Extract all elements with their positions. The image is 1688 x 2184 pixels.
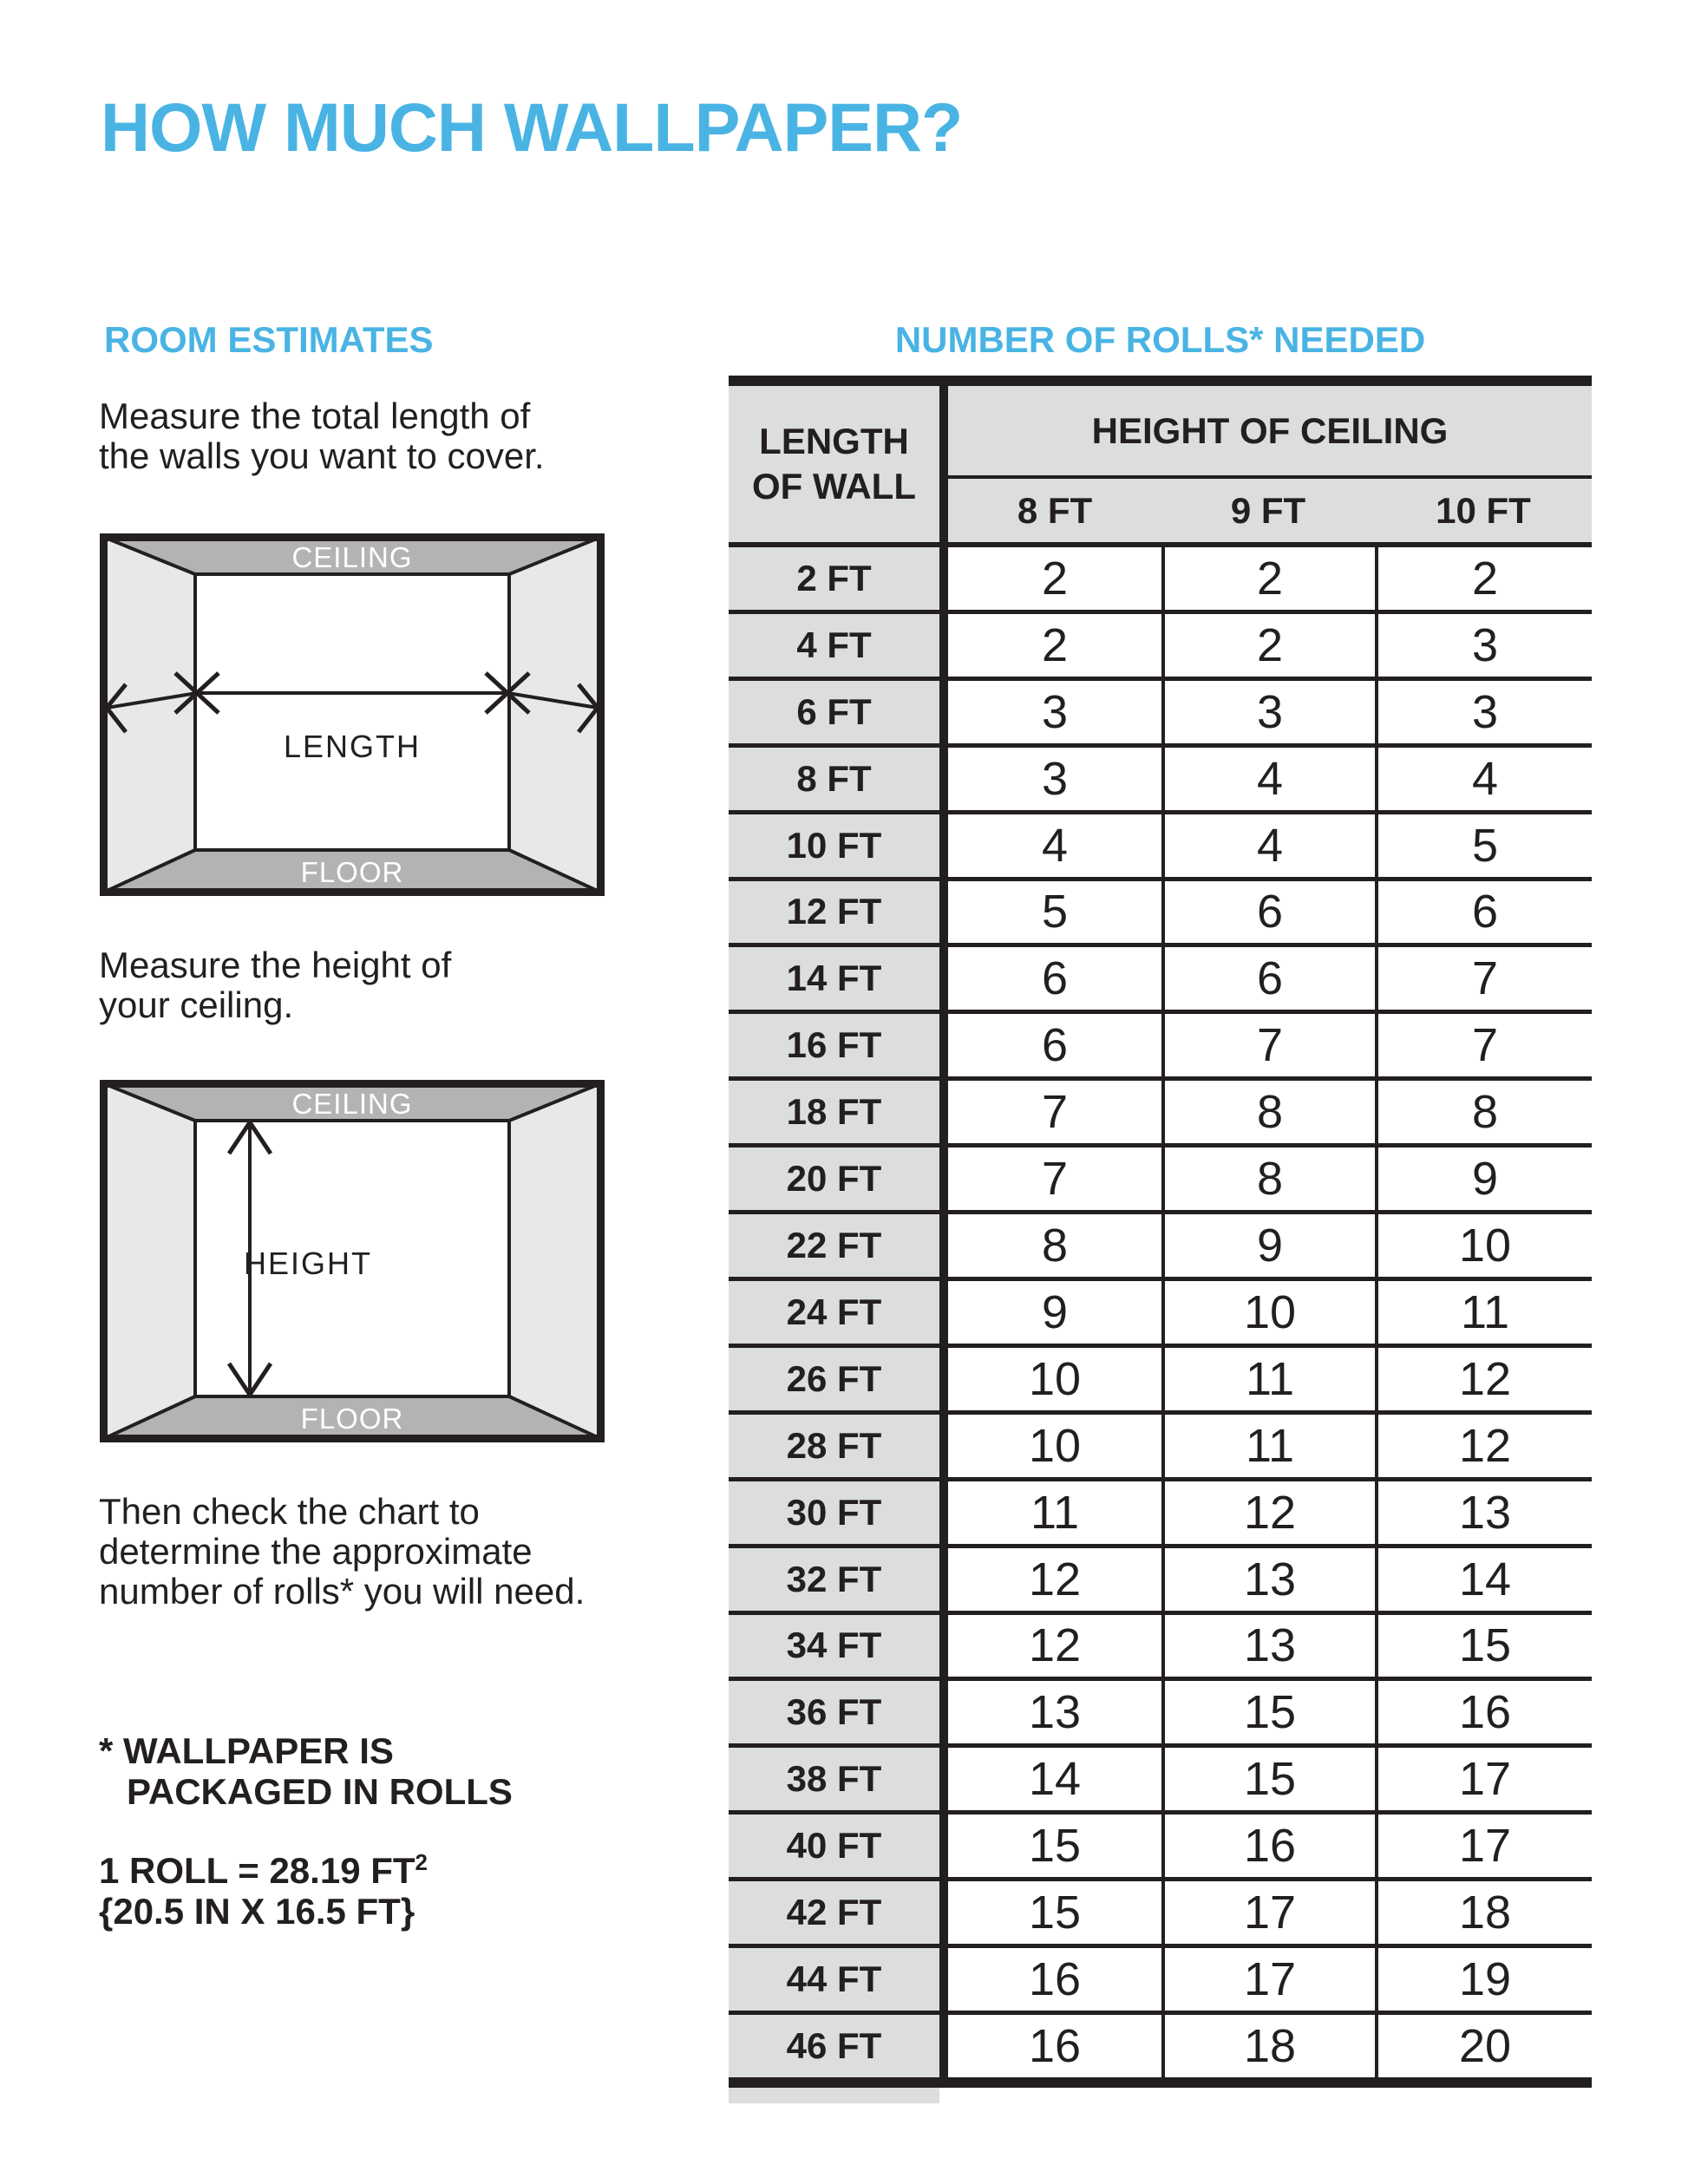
cell-9ft: 9 <box>1256 1220 1284 1272</box>
row-divider <box>939 1815 948 1877</box>
cell-10ft: 11 <box>1460 1285 1510 1338</box>
cell-10ft: 12 <box>1458 1419 1512 1472</box>
row-label: 32 FT <box>729 1548 939 1611</box>
cell-9ft: 11 <box>1245 1352 1295 1405</box>
row-divider <box>939 1948 948 2011</box>
instruction-length-line2: the walls you want to cover. <box>99 435 545 476</box>
right-wall-face <box>509 537 601 893</box>
cell-9ft: 17 <box>1243 1886 1297 1939</box>
cell-8ft: 5 <box>1041 886 1069 938</box>
cell-9ft: 3 <box>1256 685 1284 738</box>
cell-10ft: 18 <box>1458 1886 1512 1939</box>
ceiling-height-columns <box>948 479 1592 542</box>
row-label: 22 FT <box>729 1214 939 1277</box>
cell-10ft: 15 <box>1458 1619 1512 1672</box>
cell-9ft: 2 <box>1256 552 1284 605</box>
row-label: 4 FT <box>729 614 939 677</box>
cell-8ft: 15 <box>1028 1886 1082 1939</box>
row-divider <box>939 1415 948 1477</box>
cell-10ft: 14 <box>1458 1553 1512 1605</box>
table-row <box>729 547 1592 614</box>
row-label: 30 FT <box>729 1481 939 1544</box>
cell-8ft: 6 <box>1041 952 1069 1005</box>
row-label: 16 FT <box>729 1014 939 1076</box>
row-divider <box>939 1881 948 1944</box>
table-row <box>729 1681 1592 1748</box>
roll-size-line2: {20.5 IN X 16.5 FT} <box>99 1891 415 1932</box>
table-row <box>729 947 1592 1014</box>
row-label: 12 FT <box>729 881 939 944</box>
row-label: 46 FT <box>729 2015 939 2077</box>
cell-9ft: 6 <box>1256 952 1284 1005</box>
table-row <box>729 1348 1592 1415</box>
cell-8ft: 11 <box>1030 1486 1080 1539</box>
row-label: 42 FT <box>729 1881 939 1944</box>
table-row <box>729 748 1592 814</box>
cell-9ft: 18 <box>1243 2019 1297 2072</box>
instruction-chart-line1: Then check the chart to <box>99 1491 480 1532</box>
row-label: 2 FT <box>729 547 939 610</box>
cell-9ft: 10 <box>1243 1285 1297 1338</box>
cell-9ft: 7 <box>1256 1019 1284 1072</box>
row-divider <box>939 614 948 677</box>
instruction-height-line1: Measure the height of <box>99 945 452 985</box>
table-row <box>729 1281 1592 1348</box>
cell-10ft: 4 <box>1471 752 1499 805</box>
row-label: 18 FT <box>729 1081 939 1143</box>
cell-9ft: 8 <box>1256 1086 1284 1139</box>
length-of-wall-line1: LENGTH <box>759 421 909 461</box>
footnote-line1: * WALLPAPER IS <box>99 1730 394 1771</box>
row-label: 26 FT <box>729 1348 939 1410</box>
row-divider <box>939 1548 948 1611</box>
table-row <box>729 2015 1592 2077</box>
instruction-chart <box>99 1492 585 1612</box>
row-divider <box>939 1281 948 1344</box>
row-label: 14 FT <box>729 947 939 1010</box>
cell-10ft: 3 <box>1471 685 1499 738</box>
right-wall-face <box>509 1083 601 1439</box>
row-divider <box>939 881 948 944</box>
instruction-chart-line3: number of rolls* you will need. <box>99 1571 586 1612</box>
roll-size-line1: 1 ROLL = 28.19 $FT^2$ <box>99 1849 428 1891</box>
ceiling-label: CEILING <box>291 1088 413 1120</box>
cell-10ft: 3 <box>1471 618 1499 671</box>
cell-9ft: 12 <box>1243 1486 1297 1539</box>
row-label: 36 FT <box>729 1681 939 1743</box>
cell-8ft: 7 <box>1041 1086 1069 1139</box>
cell-9ft: 11 <box>1245 1419 1295 1472</box>
table-rows <box>729 547 1592 2077</box>
length-of-wall-line2: OF WALL <box>752 466 916 507</box>
floor-label: FLOOR <box>300 856 404 888</box>
row-label: 20 FT <box>729 1148 939 1210</box>
cell-9ft: 6 <box>1256 886 1284 938</box>
cell-8ft: 13 <box>1028 1686 1082 1739</box>
table-row <box>729 881 1592 948</box>
floor-label: FLOOR <box>300 1403 404 1435</box>
cell-10ft: 10 <box>1458 1220 1512 1272</box>
row-divider <box>939 681 948 743</box>
cell-8ft: 4 <box>1041 819 1069 872</box>
row-divider <box>939 1148 948 1210</box>
table-row <box>729 1815 1592 1881</box>
cell-9ft: 16 <box>1243 1820 1297 1873</box>
cell-9ft: 13 <box>1243 1619 1297 1672</box>
cell-10ft: 2 <box>1471 552 1499 605</box>
column-header-10ft: 10 FT <box>1436 489 1531 531</box>
height-label: HEIGHT <box>243 1246 373 1281</box>
row-label: 44 FT <box>729 1948 939 2011</box>
back-wall <box>195 574 509 850</box>
cell-9ft: 15 <box>1243 1686 1297 1739</box>
table-bottom-border <box>729 2077 1592 2088</box>
row-divider <box>939 1748 948 1810</box>
left-wall-face <box>103 537 195 893</box>
cell-10ft: 20 <box>1458 2019 1512 2072</box>
cell-8ft: 2 <box>1041 618 1069 671</box>
row-divider <box>939 547 948 610</box>
cell-10ft: 13 <box>1458 1486 1512 1539</box>
table-row <box>729 1148 1592 1214</box>
cell-8ft: 12 <box>1028 1619 1082 1672</box>
row-label: 8 FT <box>729 748 939 810</box>
cell-10ft: 9 <box>1471 1153 1499 1206</box>
instruction-chart-line2: determine the approximate <box>99 1531 533 1572</box>
cell-10ft: 7 <box>1471 1019 1499 1072</box>
table-row <box>729 1081 1592 1148</box>
table-row <box>729 1014 1592 1081</box>
cell-8ft: 15 <box>1028 1820 1082 1873</box>
cell-8ft: 3 <box>1041 685 1069 738</box>
room-length-diagram <box>100 533 605 896</box>
row-divider <box>939 1214 948 1277</box>
left-wall-face <box>103 1083 195 1439</box>
cell-10ft: 12 <box>1458 1352 1512 1405</box>
table-row <box>729 814 1592 881</box>
table-top-border <box>729 376 1592 386</box>
cell-9ft: 8 <box>1256 1153 1284 1206</box>
cell-8ft: 7 <box>1041 1153 1069 1206</box>
length-label: LENGTH <box>283 729 422 764</box>
table-row <box>729 1881 1592 1948</box>
row-divider <box>939 1681 948 1743</box>
cell-9ft: 17 <box>1243 1952 1297 2005</box>
instruction-height-line2: your ceiling. <box>99 984 294 1025</box>
cell-8ft: 3 <box>1041 752 1069 805</box>
row-divider <box>939 1615 948 1677</box>
row-label: 24 FT <box>729 1281 939 1344</box>
length-of-wall-header <box>729 386 939 542</box>
row-divider <box>939 748 948 810</box>
table-row <box>729 1214 1592 1281</box>
cell-8ft: 12 <box>1028 1553 1082 1605</box>
cell-10ft: 19 <box>1458 1952 1512 2005</box>
table-row <box>729 614 1592 681</box>
cell-10ft: 17 <box>1458 1753 1512 1806</box>
cell-9ft: 2 <box>1256 618 1284 671</box>
cell-8ft: 10 <box>1028 1352 1082 1405</box>
table-row <box>729 1548 1592 1615</box>
cell-9ft: 13 <box>1243 1553 1297 1605</box>
row-label: 34 FT <box>729 1615 939 1677</box>
table-row <box>729 1481 1592 1548</box>
row-divider <box>939 1348 948 1410</box>
footnote-line2: PACKAGED IN ROLLS <box>127 1771 513 1812</box>
row-divider <box>939 814 948 877</box>
row-divider <box>939 1481 948 1544</box>
cell-8ft: 6 <box>1041 1019 1069 1072</box>
table-row <box>729 1748 1592 1815</box>
cell-9ft: 15 <box>1243 1753 1297 1806</box>
cell-9ft: 4 <box>1256 752 1284 805</box>
table-gray-stub <box>729 2088 939 2103</box>
roll-size-info <box>99 1850 428 1932</box>
instruction-length <box>99 396 545 476</box>
ceiling-label: CEILING <box>291 541 413 573</box>
room-height-diagram <box>100 1080 605 1442</box>
row-divider <box>939 2015 948 2077</box>
column-header-9ft: 9 FT <box>1230 489 1306 531</box>
wallpaper-footnote <box>99 1730 513 1812</box>
cell-8ft: 16 <box>1028 2019 1082 2072</box>
row-divider <box>939 1014 948 1076</box>
instruction-height <box>99 945 451 1025</box>
height-of-ceiling-header: HEIGHT OF CEILING <box>948 386 1592 475</box>
rolls-needed-heading: NUMBER OF ROLLS* NEEDED <box>894 319 1426 360</box>
row-label: 40 FT <box>729 1815 939 1877</box>
cell-8ft: 2 <box>1041 552 1069 605</box>
cell-10ft: 8 <box>1471 1086 1499 1139</box>
row-label: 28 FT <box>729 1415 939 1477</box>
cell-8ft: 14 <box>1028 1753 1082 1806</box>
row-label: 38 FT <box>729 1748 939 1810</box>
instruction-length-line1: Measure the total length of <box>99 396 531 436</box>
cell-9ft: 4 <box>1256 819 1284 872</box>
column-header-8ft: 8 FT <box>1017 489 1093 531</box>
cell-10ft: 17 <box>1458 1820 1512 1873</box>
cell-8ft: 9 <box>1041 1285 1069 1338</box>
row-divider <box>939 1081 948 1143</box>
cell-10ft: 6 <box>1471 886 1499 938</box>
cell-8ft: 10 <box>1028 1419 1082 1472</box>
room-estimates-heading: ROOM ESTIMATES <box>104 319 434 360</box>
cell-10ft: 7 <box>1471 952 1499 1005</box>
row-divider <box>939 947 948 1010</box>
table-row <box>729 681 1592 748</box>
rolls-table <box>729 376 1592 2103</box>
cell-10ft: 5 <box>1471 819 1499 872</box>
row-label: 10 FT <box>729 814 939 877</box>
cell-8ft: 8 <box>1041 1220 1069 1272</box>
table-row <box>729 1415 1592 1481</box>
cell-10ft: 16 <box>1458 1686 1512 1739</box>
table-row <box>729 1615 1592 1682</box>
cell-8ft: 16 <box>1028 1952 1082 2005</box>
table-row <box>729 1948 1592 2015</box>
row-label: 6 FT <box>729 681 939 743</box>
squared-superscript: 2 <box>415 1849 428 1875</box>
page-title: HOW MUCH WALLPAPER? <box>101 88 963 166</box>
